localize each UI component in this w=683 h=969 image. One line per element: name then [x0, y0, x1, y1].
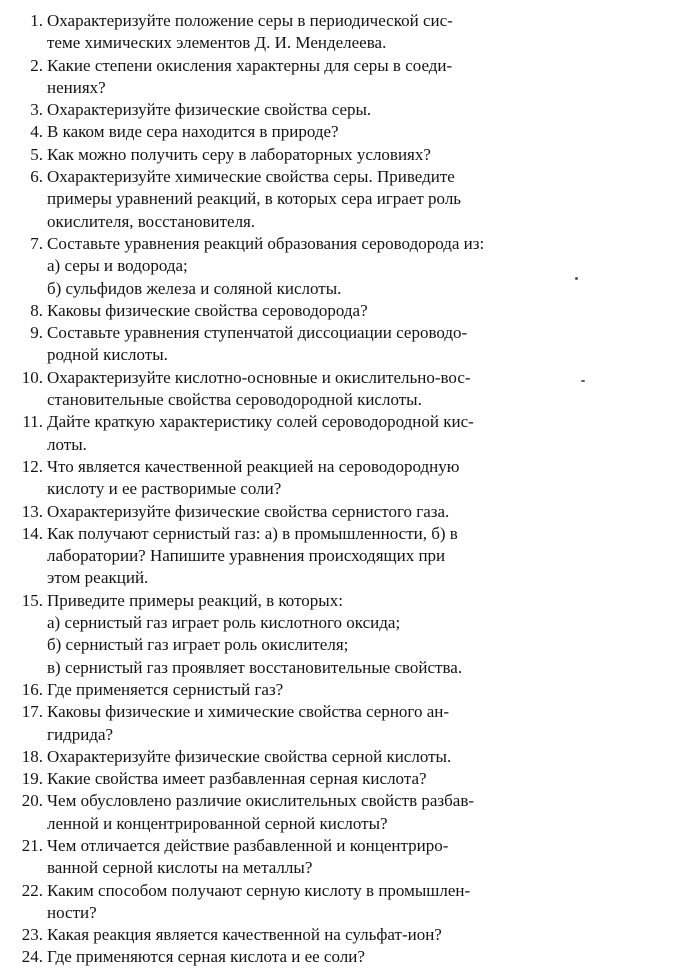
question-line: Как получают сернистый газ: а) в промышленности, б) в [47, 523, 458, 543]
question-line: Охарактеризуйте кислотно-основные и окислительно-вос- [47, 367, 471, 387]
question-text [47, 880, 567, 925]
question-line: ности? [47, 902, 97, 922]
question-line: Охарактеризуйте положение серы в периодической сис- [47, 11, 453, 30]
question-text [47, 946, 567, 968]
question-number: 2. [30, 55, 43, 75]
question-text [47, 322, 567, 367]
question-text [47, 99, 567, 121]
question-text [47, 411, 567, 456]
question-item [0, 924, 683, 946]
question-line: теме химических элементов Д. И. Менделеева. [47, 33, 387, 53]
question-number: 15. [21, 590, 43, 610]
question-line: б) сульфидов железа и соляной кислоты. [47, 278, 342, 298]
question-line: ленной и концентрированной серной кислоты? [47, 813, 388, 833]
question-number: 18. [21, 746, 43, 766]
question-number: 9. [30, 323, 43, 343]
question-line: родной кислоты. [47, 345, 168, 365]
question-line: лаборатории? Напишите уравнения происходящих при [47, 546, 446, 566]
question-number: 16. [21, 679, 43, 699]
question-item [0, 233, 683, 300]
question-item [0, 701, 683, 746]
question-line: кислоту и ее растворимые соли? [47, 479, 282, 499]
question-number: 19. [21, 769, 43, 789]
question-line: Приведите примеры реакций, в которых: [47, 590, 343, 610]
question-line: гидрида? [47, 724, 114, 744]
question-text [47, 10, 567, 55]
scan-speck [575, 277, 578, 280]
question-text [47, 523, 567, 590]
question-item [0, 166, 683, 233]
question-item [0, 300, 683, 322]
question-line: Охарактеризуйте химические свойства серы. Приведите [47, 167, 455, 187]
question-line: Какая реакция является качественной на сульфат-ион? [47, 925, 442, 945]
question-text [47, 233, 567, 300]
question-item [0, 880, 683, 925]
question-number: 6. [30, 167, 43, 187]
question-item [0, 411, 683, 456]
question-line: лоты. [47, 434, 87, 454]
question-item [0, 590, 683, 679]
question-line: Как можно получить серу в лабораторных условиях? [47, 144, 431, 164]
question-line: Охарактеризуйте физические свойства серной кислоты. [47, 746, 452, 766]
question-line: Каковы физические свойства сероводорода? [47, 300, 368, 320]
question-line: нениях? [47, 77, 106, 97]
question-line: Дайте краткую характеристику солей сероводородной кис- [47, 412, 474, 432]
question-item [0, 679, 683, 701]
question-line: а) сернистый газ играет роль кислотного оксида; [47, 613, 401, 633]
question-number: 5. [30, 144, 43, 164]
question-text [47, 55, 567, 100]
question-number: 24. [21, 947, 43, 967]
question-text [47, 768, 567, 790]
question-line: Охарактеризуйте физические свойства серы. [47, 100, 372, 120]
question-line: Охарактеризуйте физические свойства сернистого газа. [47, 501, 450, 521]
question-number: 10. [21, 367, 43, 387]
question-line: ванной серной кислоты на металлы? [47, 858, 313, 878]
question-text [47, 456, 567, 501]
question-text [47, 701, 567, 746]
question-line: этом реакций. [47, 568, 149, 588]
question-line: Где применяются серная кислота и ее соли? [47, 947, 365, 967]
question-item [0, 99, 683, 121]
question-line: Где применяется сернистый газ? [47, 679, 284, 699]
question-text [47, 924, 567, 946]
question-line: Составьте уравнения ступенчатой диссоциации сероводо- [47, 323, 468, 343]
question-number: 23. [21, 925, 43, 945]
question-text [47, 835, 567, 880]
question-text [47, 367, 567, 412]
question-line: примеры уравнений реакций, в которых сера играет роль [47, 189, 462, 209]
question-number: 13. [21, 501, 43, 521]
question-item [0, 768, 683, 790]
question-line: Какие степени окисления характерны для серы в соеди- [47, 55, 453, 75]
question-item [0, 121, 683, 143]
question-text [47, 121, 567, 143]
question-line: Какие свойства имеет разбавленная серная кислота? [47, 769, 427, 789]
question-item [0, 322, 683, 367]
question-line: окислителя, восстановителя. [47, 211, 256, 231]
question-number: 1. [30, 11, 43, 30]
question-item [0, 746, 683, 768]
question-item [0, 790, 683, 835]
question-line: Чем отличается действие разбавленной и концентриро- [47, 835, 449, 855]
question-text [47, 501, 567, 523]
question-item [0, 835, 683, 880]
question-number: 3. [30, 100, 43, 120]
question-line: Составьте уравнения реакций образования сероводорода из: [47, 233, 485, 253]
question-number: 11. [22, 412, 43, 432]
question-text [47, 144, 567, 166]
question-item [0, 501, 683, 523]
question-number: 17. [21, 702, 43, 722]
question-line: Что является качественной реакцией на сероводородную [47, 456, 460, 476]
question-item [0, 367, 683, 412]
question-item [0, 55, 683, 100]
question-text [47, 590, 567, 679]
question-line: в) сернистый газ проявляет восстановительные свойства. [47, 657, 463, 677]
question-line: а) серы и водорода; [47, 256, 188, 276]
question-text [47, 746, 567, 768]
question-item [0, 946, 683, 968]
question-text [47, 679, 567, 701]
question-text [47, 300, 567, 322]
question-line: б) сернистый газ играет роль окислителя; [47, 635, 349, 655]
question-number: 21. [21, 835, 43, 855]
question-number: 20. [21, 791, 43, 811]
question-list [0, 10, 683, 969]
question-line: В каком виде сера находится в природе? [47, 122, 339, 142]
scan-speck [581, 380, 585, 382]
question-line: становительные свойства сероводородной кислоты. [47, 390, 422, 410]
question-text [47, 166, 567, 233]
question-item [0, 144, 683, 166]
question-text [47, 790, 567, 835]
question-number: 4. [30, 122, 43, 142]
question-item [0, 456, 683, 501]
question-item [0, 523, 683, 590]
question-number: 22. [21, 880, 43, 900]
question-number: 7. [30, 233, 43, 253]
question-line: Каковы физические и химические свойства серного ан- [47, 702, 450, 722]
question-item [0, 10, 683, 55]
question-line: Чем обусловлено различие окислительных свойств разбав- [47, 791, 475, 811]
question-line: Каким способом получают серную кислоту в промышлен- [47, 880, 471, 900]
question-number: 8. [30, 300, 43, 320]
question-number: 12. [21, 456, 43, 476]
question-number: 14. [21, 523, 43, 543]
